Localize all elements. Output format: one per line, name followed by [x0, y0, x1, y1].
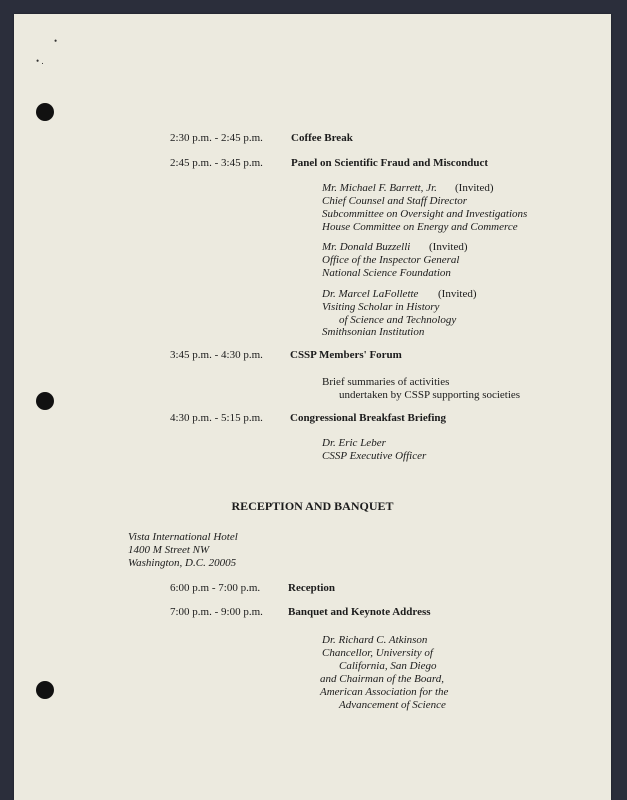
section-heading: RECEPTION AND BANQUET [231, 499, 394, 513]
speaker-status: (Invited) [455, 182, 494, 194]
event-title: Reception [288, 582, 336, 594]
keynote-affiliation: Advancement of Science [339, 699, 446, 711]
speaker-status: (Invited) [438, 288, 477, 300]
binder-hole-bottom [36, 681, 54, 699]
session-time: 2:30 p.m. - 2:45 p.m. [170, 132, 263, 144]
venue-line: Washington, D.C. 20005 [128, 557, 237, 569]
speaker-status: (Invited) [429, 241, 468, 253]
speaker-affiliation: Smithsonian Institution [322, 326, 425, 338]
keynote-affiliation: and Chairman of the Board, [320, 673, 444, 685]
speaker-name: Mr. Donald Buzzelli [322, 241, 411, 253]
speaker-affiliation: National Science Foundation [322, 267, 451, 279]
speaker-name: Mr. Michael F. Barrett, Jr. [322, 182, 437, 194]
session-title: Panel on Scientific Fraud and Misconduct [291, 157, 489, 169]
speaker-name: Dr. Marcel LaFollette [322, 288, 419, 300]
speaker-affiliation: Chief Counsel and Staff Director [322, 195, 468, 207]
venue-line: Vista International Hotel [128, 531, 238, 543]
session-title: Congressional Breakfast Briefing [290, 412, 447, 424]
binder-hole-middle [36, 392, 54, 410]
speaker-affiliation: House Committee on Energy and Commerce [322, 221, 518, 233]
session-time: 3:45 p.m. - 4:30 p.m. [170, 349, 263, 361]
binder-hole-top [36, 103, 54, 121]
stray-mark: • . [36, 56, 44, 66]
speaker-affiliation: Subcommittee on Oversight and Investigations [322, 208, 528, 220]
speaker-affiliation: CSSP Executive Officer [322, 450, 427, 462]
session-time: 4:30 p.m. - 5:15 p.m. [170, 412, 263, 424]
event-time: 7:00 p.m. - 9:00 p.m. [170, 606, 263, 618]
document-page [14, 14, 611, 800]
speaker-affiliation: Office of the Inspector General [322, 254, 460, 266]
speaker-name: Dr. Eric Leber [322, 437, 386, 449]
keynote-speaker: Dr. Richard C. Atkinson [322, 634, 428, 646]
forum-description: undertaken by CSSP supporting societies [339, 389, 521, 401]
stray-mark: • [54, 36, 58, 46]
event-title: Banquet and Keynote Address [288, 606, 431, 618]
speaker-affiliation: Visiting Scholar in History [322, 301, 440, 313]
forum-description: Brief summaries of activities [322, 376, 450, 388]
keynote-affiliation: American Association for the [320, 686, 449, 698]
session-title: CSSP Members' Forum [290, 349, 402, 361]
keynote-affiliation: Chancellor, University of [322, 647, 433, 659]
session-time: 2:45 p.m. - 3:45 p.m. [170, 157, 263, 169]
venue-line: 1400 M Street NW [128, 544, 210, 556]
event-time: 6:00 p.m - 7:00 p.m. [170, 582, 261, 594]
session-title: Coffee Break [291, 132, 353, 144]
speaker-affiliation: of Science and Technology [339, 314, 457, 326]
keynote-affiliation: California, San Diego [339, 660, 437, 672]
